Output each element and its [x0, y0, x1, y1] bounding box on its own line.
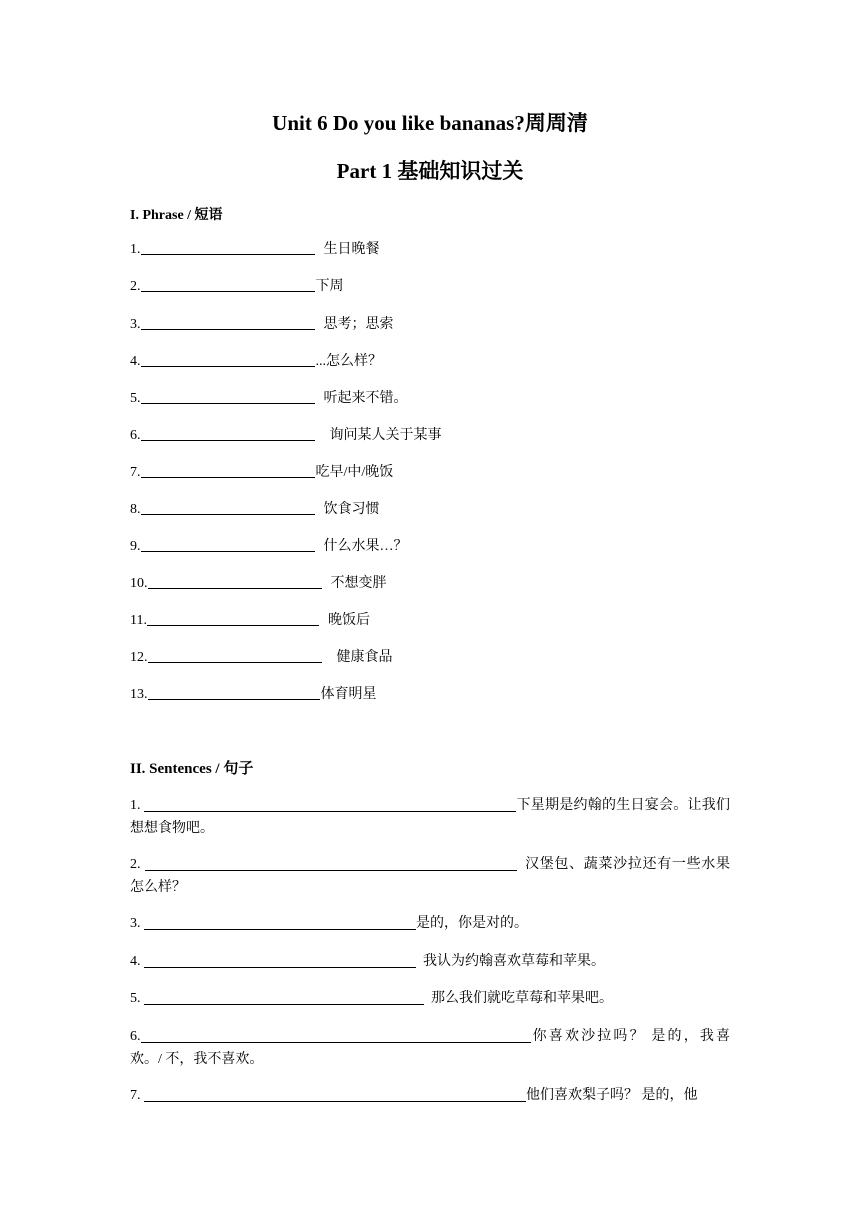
- sentence-item: [130, 950, 730, 973]
- phrase-item: [130, 570, 387, 592]
- chinese-prompt: 晚饭后: [327, 613, 370, 628]
- chinese-prompt: 听起来不错。: [323, 391, 408, 406]
- chinese-prompt: 生日晚餐: [323, 242, 380, 257]
- item-number: 8.: [130, 502, 141, 517]
- answer-blank[interactable]: [141, 350, 315, 367]
- answer-blank[interactable]: [141, 535, 315, 552]
- answer-blank[interactable]: [141, 1026, 531, 1043]
- phrase-item: [130, 459, 393, 481]
- item-number: 13.: [130, 687, 148, 702]
- chinese-prompt: 什么水果…？: [323, 539, 408, 554]
- answer-blank[interactable]: [141, 387, 315, 404]
- phrase-item: [130, 422, 442, 444]
- chinese-prompt: 思考；思索: [323, 317, 394, 332]
- answer-blank[interactable]: [144, 913, 416, 930]
- chinese-prompt: 下星期是约翰的生日宴会。让我: [516, 798, 716, 813]
- phrase-item: [130, 607, 370, 629]
- answer-blank[interactable]: [145, 854, 517, 871]
- chinese-prompt: 饮食习惯: [323, 502, 380, 517]
- phrase-item: [130, 236, 380, 258]
- chinese-prompt: 那么我们就吃草莓和苹果吧。: [431, 991, 613, 1006]
- answer-blank[interactable]: [144, 795, 516, 812]
- answer-blank[interactable]: [141, 238, 315, 255]
- answer-blank[interactable]: [144, 988, 424, 1005]
- chinese-prompt: 是的，你是对的。: [416, 916, 528, 931]
- chinese-prompt-continued: 们想想食物吧。: [130, 798, 730, 836]
- item-number: 3.: [130, 317, 141, 332]
- sentence-item: [130, 794, 730, 840]
- page-subtitle: Part 1 基础知识过关: [336, 159, 524, 183]
- item-number: 5.: [130, 391, 141, 406]
- item-number: 12.: [130, 650, 148, 665]
- sentence-item: [130, 853, 730, 899]
- item-number: 6.: [130, 1029, 141, 1044]
- sentence-item: [130, 1025, 730, 1071]
- answer-blank[interactable]: [147, 609, 319, 626]
- chinese-prompt: 他们喜欢梨子吗？ 是的，他: [526, 1088, 698, 1103]
- answer-blank[interactable]: [144, 951, 416, 968]
- item-number: 4.: [130, 354, 141, 369]
- phrase-item: [130, 496, 380, 518]
- item-number: 5.: [130, 991, 144, 1006]
- phrase-item: [130, 348, 382, 370]
- chinese-prompt: 体育明星: [320, 687, 377, 702]
- answer-blank[interactable]: [148, 646, 322, 663]
- answer-blank[interactable]: [141, 424, 315, 441]
- sentence-item: [130, 912, 730, 935]
- phrase-item: [130, 533, 408, 555]
- chinese-prompt: 询问某人关于某事: [329, 428, 442, 443]
- sentence-item: [130, 1084, 730, 1107]
- chinese-prompt: 我认为约翰喜欢草莓和苹果。: [423, 954, 605, 969]
- item-number: 1.: [130, 798, 145, 813]
- chinese-prompt: 吃早/中/晚饭: [315, 465, 394, 480]
- item-number: 10.: [130, 576, 148, 591]
- answer-blank[interactable]: [141, 275, 315, 292]
- phrase-item: [130, 311, 394, 333]
- item-number: 2.: [130, 857, 145, 872]
- item-number: 3.: [130, 916, 144, 931]
- chinese-prompt: 健康食品: [336, 650, 393, 665]
- answer-blank[interactable]: [144, 1085, 526, 1102]
- answer-blank[interactable]: [148, 572, 322, 589]
- item-number: 1.: [130, 242, 141, 257]
- phrase-item: [130, 644, 393, 666]
- item-number: 7.: [130, 1088, 144, 1103]
- chinese-prompt: ...怎么样？: [315, 354, 382, 369]
- sentence-item: [130, 987, 730, 1010]
- chinese-prompt: 汉堡包、蔬菜沙拉还有一些水: [525, 857, 716, 872]
- answer-blank[interactable]: [141, 313, 315, 330]
- phrase-item: [130, 681, 377, 703]
- phrase-section-heading: I. Phrase / 短语: [130, 208, 223, 223]
- item-number: 9.: [130, 539, 141, 554]
- item-number: 4.: [130, 954, 144, 969]
- chinese-prompt-continued: 果怎么样？: [130, 857, 730, 895]
- chinese-prompt: 下周: [315, 279, 344, 294]
- item-number: 2.: [130, 279, 141, 294]
- page-title: Unit 6 Do you like bananas?周周清: [272, 111, 588, 135]
- item-number: 11.: [130, 613, 147, 628]
- item-number: 7.: [130, 465, 141, 480]
- answer-blank[interactable]: [141, 498, 315, 515]
- phrase-item: [130, 273, 344, 295]
- sentence-section-heading: II. Sentences / 句子: [130, 761, 254, 777]
- item-number: 6.: [130, 428, 141, 443]
- answer-blank[interactable]: [148, 683, 320, 700]
- chinese-prompt-continued: 欢。/ 不，我不喜欢。: [130, 1052, 264, 1067]
- chinese-prompt: 你喜欢沙拉吗？ 是的，我喜: [530, 1029, 730, 1044]
- chinese-prompt: 不想变胖: [330, 576, 387, 591]
- answer-blank[interactable]: [141, 461, 315, 478]
- phrase-item: [130, 385, 408, 407]
